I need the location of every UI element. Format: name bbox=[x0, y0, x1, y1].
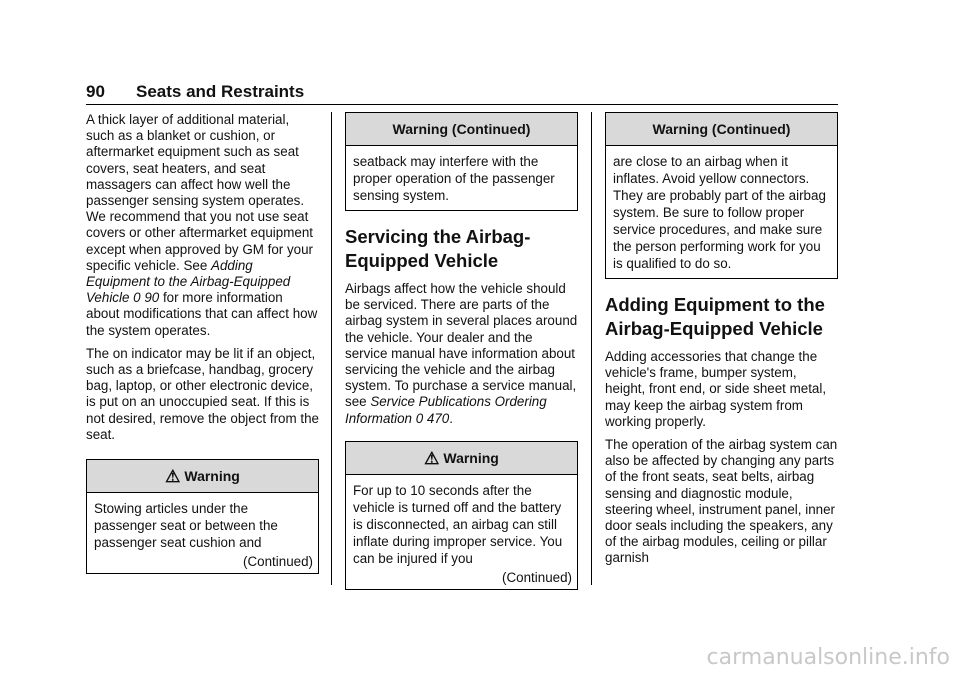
cross-reference-link[interactable]: Adding Equipment to the Airbag-Equipped Vehicle bbox=[86, 257, 291, 306]
page-number: 90 bbox=[86, 82, 105, 101]
warning-text: are close to an airbag when it inflates. Avoid yellow connectors. They are probably part of the airbag system. Be sure to follow proper service procedures, and make sure the person performing work for you is qualified to do so. bbox=[613, 154, 826, 271]
warning-text: seatback may interfere with the proper operation of the passenger sensing system. bbox=[353, 154, 555, 203]
warning-header: Warning (Continued) bbox=[606, 113, 837, 146]
warning-header: ⚠ Warning bbox=[346, 442, 577, 475]
section-heading: Servicing the Airbag-Equipped Vehicle bbox=[345, 226, 531, 271]
warning-text: Stowing articles under the passenger seat or between the passenger seat cushion and bbox=[94, 501, 278, 551]
column-divider bbox=[331, 112, 332, 585]
warning-header: Warning (Continued) bbox=[346, 113, 577, 146]
column-1 bbox=[86, 112, 319, 574]
warning-triangle-icon: ⚠ bbox=[424, 448, 440, 468]
warning-box bbox=[345, 441, 578, 590]
warning-box bbox=[86, 459, 319, 574]
paragraph: Airbags affect how the vehicle should be serviced. There are parts of the airbag system in several places around the vehicle. Your dealer and the service manual have information about servicing the vehicle and the airbag system. To purchase a service manual, see Service Publications Ordering Information 0 470. bbox=[345, 281, 578, 426]
cross-reference-link[interactable]: Service Publications Ordering Information bbox=[345, 394, 547, 426]
paragraph: A thick layer of additional material, such as a blanket or cushion, or aftermarket equipment such as seat covers, seat heaters, and seat massagers can affect how well the passenger sensing system operates. We recommend that you not use seat covers or other aftermarket equipment except when approved by GM for your specific vehicle. See Adding Equipment to the Airbag-Equipped Vehicle 0 90 for more information about modifications that can affect how the system operates. bbox=[86, 112, 318, 338]
section-title: Seats and Restraints bbox=[136, 82, 305, 101]
paragraph: The operation of the airbag system can also be affected by changing any parts of the front seats, seat belts, airbag sensing and diagnostic module, steering wheel, instrument panel, inner door seals including the speakers, any of the airbag modules, ceiling or pillar garnish bbox=[605, 437, 838, 566]
paragraph: Adding accessories that change the vehicle's frame, bumper system, height, front end, or side sheet metal, may keep the airbag system from working properly. bbox=[605, 349, 827, 429]
paragraph: The on indicator may be lit if an object, such as a briefcase, handbag, grocery bag, laptop, or other electronic device, is put on an unoccupied seat. If this is not desired, remove the object from the seat. bbox=[86, 345, 319, 442]
warning-box-continued bbox=[345, 112, 578, 211]
continued-label: (Continued) bbox=[502, 569, 572, 585]
section-heading: Adding Equipment to the Airbag-Equipped Vehicle bbox=[605, 294, 825, 339]
warning-text: For up to 10 seconds after the vehicle is turned off and the battery is disconnected, an airbag can still inflate during improper service. You can be injured if you bbox=[353, 482, 563, 566]
watermark: carmanualsonline.info bbox=[706, 645, 950, 670]
warning-triangle-icon: ⚠ bbox=[165, 467, 181, 487]
page-header bbox=[86, 82, 838, 105]
column-2 bbox=[345, 112, 578, 590]
column-3 bbox=[605, 112, 838, 574]
warning-header: ⚠ Warning bbox=[87, 460, 318, 493]
warning-box-continued bbox=[605, 112, 838, 279]
continued-label: (Continued) bbox=[243, 554, 313, 570]
page-reference[interactable]: 0 470 bbox=[415, 410, 450, 426]
page-reference[interactable]: 0 90 bbox=[133, 290, 160, 306]
column-divider bbox=[591, 112, 592, 585]
